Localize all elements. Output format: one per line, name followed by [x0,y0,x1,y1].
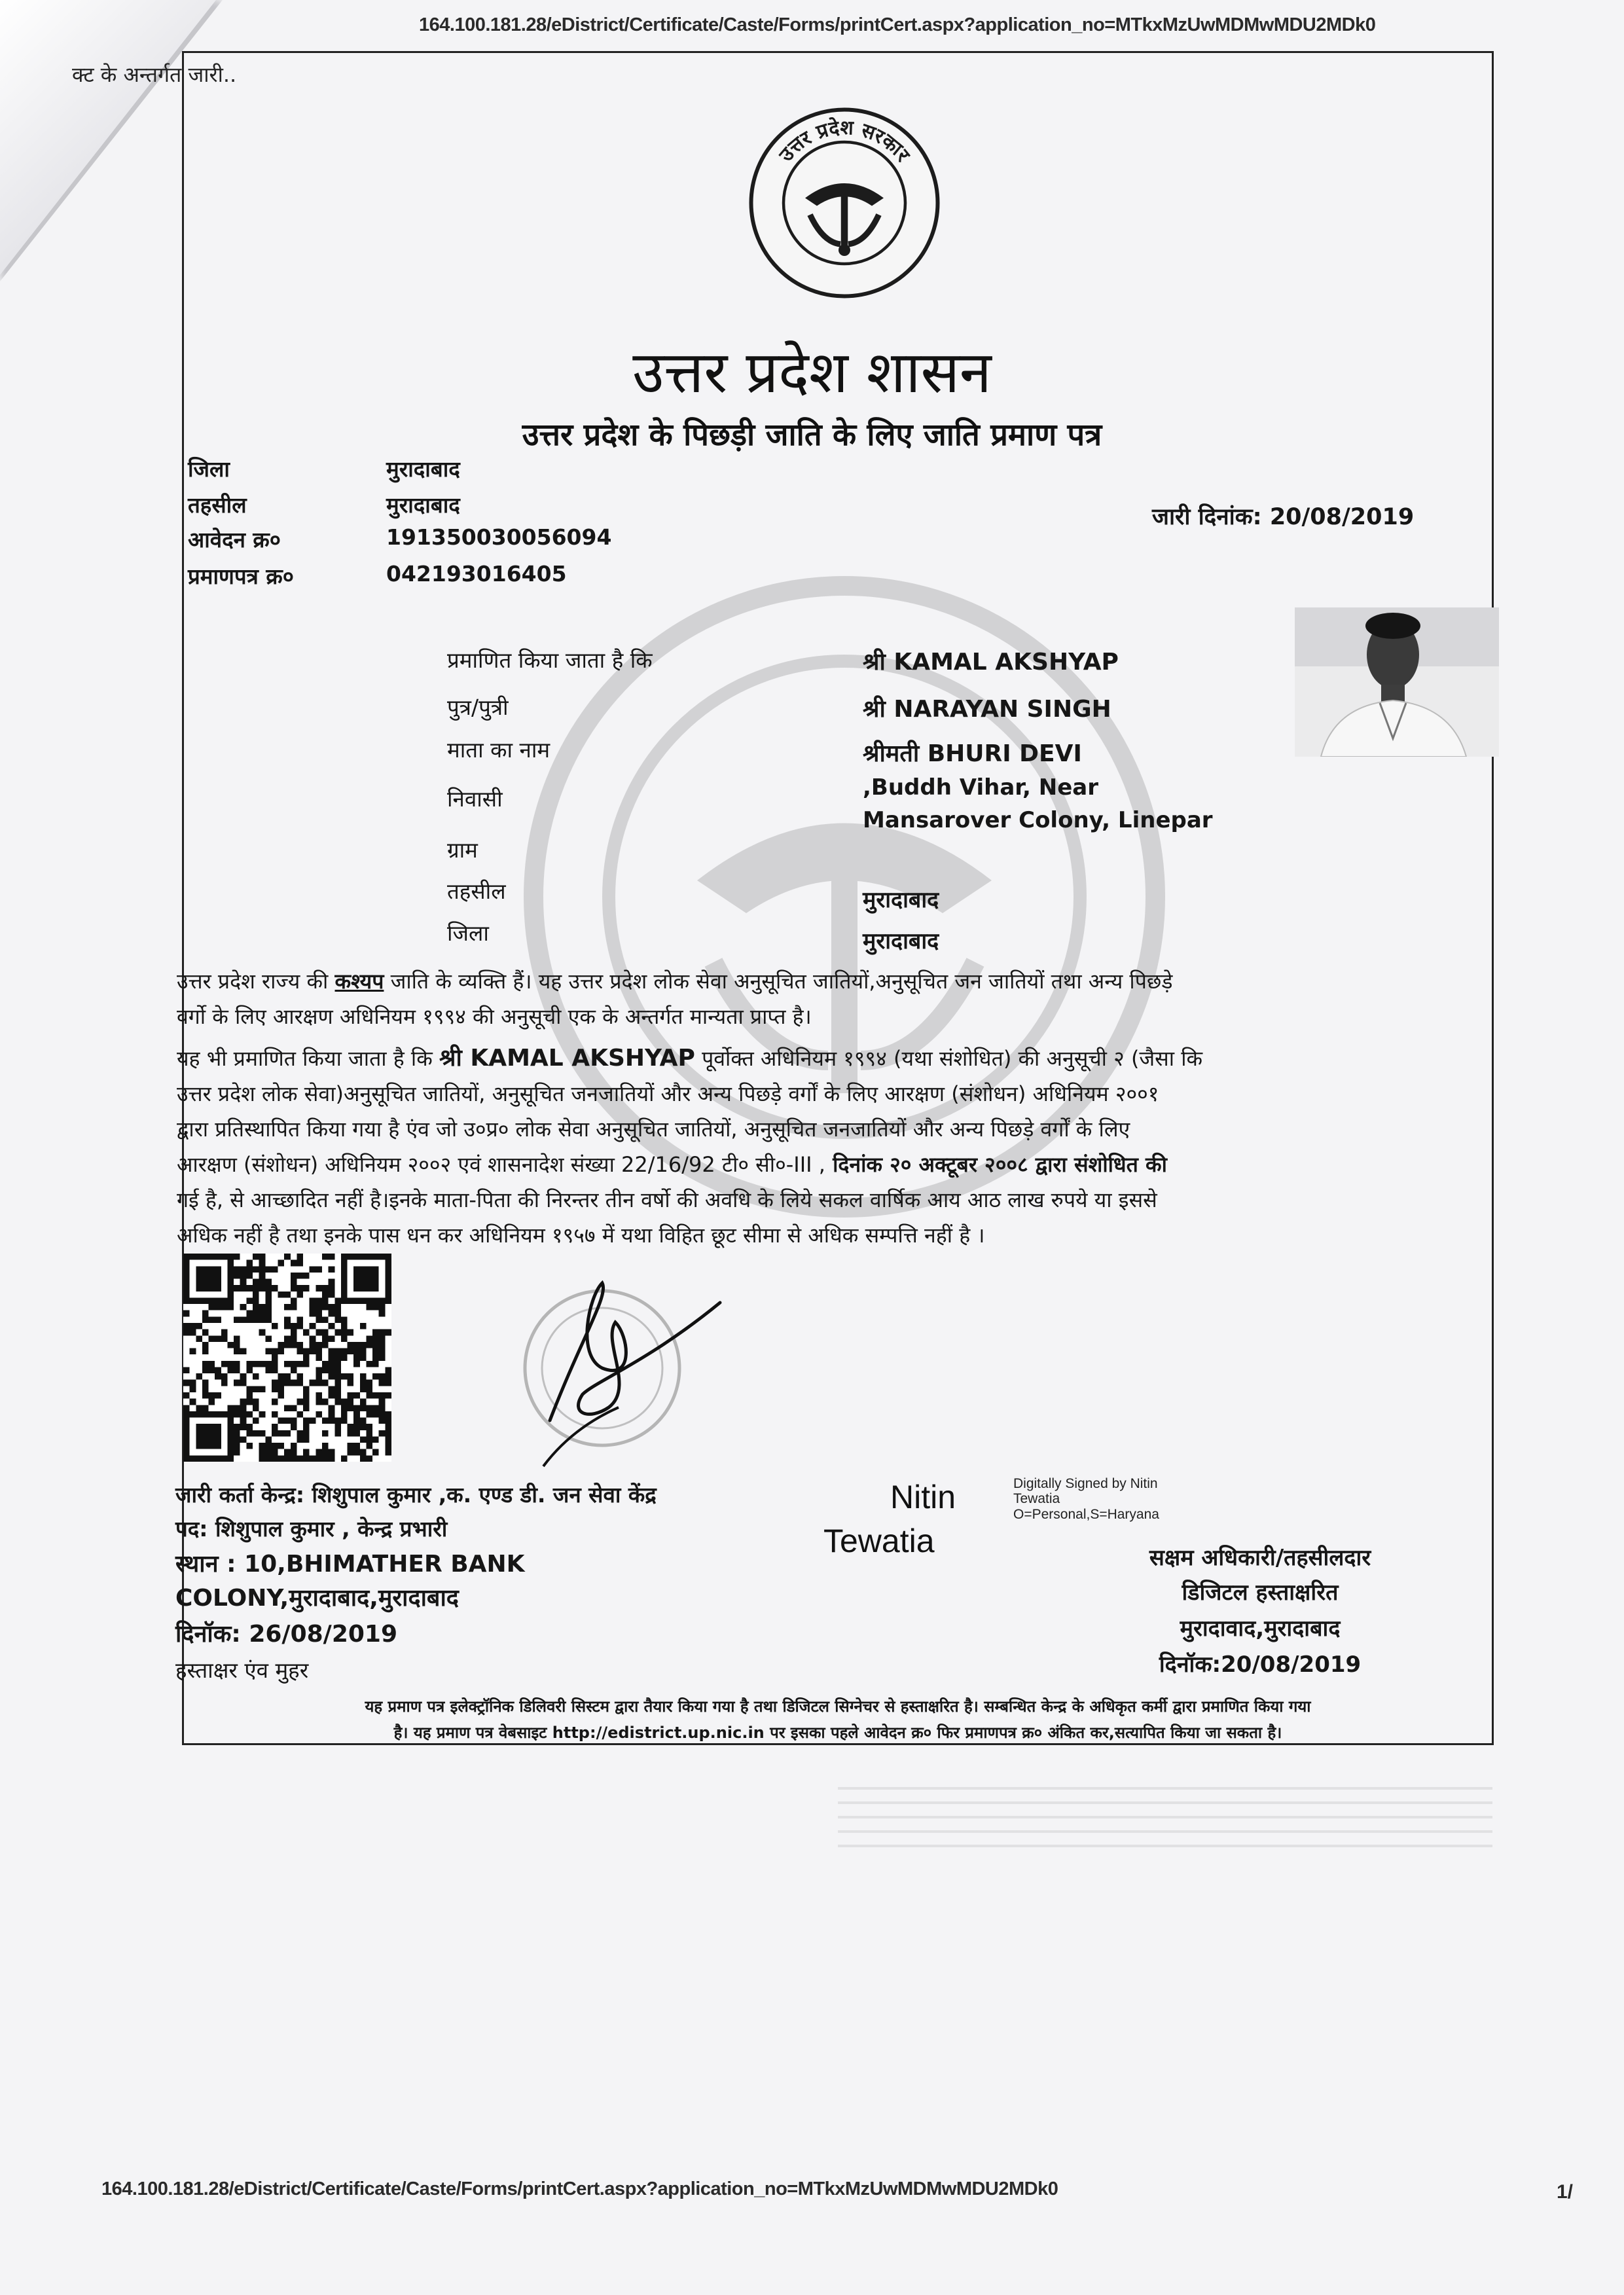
digital-signature-note [1013,1476,1158,1506]
para2-line-4-bold: दिनांक २० अक्टूबर २००८ द्वारा संशोधित की [825,1152,1167,1177]
issuer-place-line-1: स्थान : 10,BHIMATHER BANK [175,1551,525,1578]
issuer-place-line-2: COLONY,मुरादाबाद,मुरादाबाद [175,1585,459,1612]
certificate-no-label: प्रमाणपत्र क्र० [188,564,294,589]
person-district-value: मुरादाबाद [863,928,939,954]
authority-date: दिनॉक:20/08/2019 [1159,1652,1362,1678]
authority-designation: सक्षम अधिकारी/तहसीलदार [1149,1545,1371,1571]
applicant-name: श्री KAMAL AKSHYAP [863,649,1119,676]
certificate-title: उत्तर प्रदेश शासन [632,338,992,406]
sign-and-seal-label: हस्ताक्षर एंव मुहर [175,1657,309,1683]
footnote-line-1: यह प्रमाण पत्र इलेक्ट्रॉनिक डिलिवरी सिस्टम द्वारा तैयार किया गया है तथा डिजिटल सिग्नेचर से हस्ताक्षरित है। सम्बन्धित केन्द्र के अधिकृत कर्मी द्वारा प्रमाणित किया गया [365,1697,1311,1716]
caste-prefix: उत्तर प्रदेश राज्य की [177,969,335,994]
mother-name: श्रीमती BHURI DEVI [863,740,1082,767]
footnote-line-2: है। यह प्रमाण पत्र वेबसाइट http://edistrict.up.nic.in पर इसका पहले आवेदन क्र० फिर प्रमाणपत्र क्र० अंकित कर,सत्यापित किया जा सकता है। [393,1724,1282,1742]
father-name: श्री NARAYAN SINGH [863,696,1111,723]
creamy-layer-paragraph [177,1041,1473,1253]
show-through-text [838,1780,1492,1859]
person-photo-icon [1295,607,1499,757]
para2-prefix: यह भी प्रमाणित किया जाता है कि [177,1046,439,1071]
caste-paragraph [177,964,1473,1034]
tehsil-value: मुरादाबाद [386,492,460,518]
digital-signer-first-name: Nitin [890,1479,956,1515]
authority-location: मुरादावाद,मुरादाबाद [1180,1616,1341,1642]
resident-label: निवासी [447,786,503,812]
digital-signature-note-line-2: Tewatia [1013,1491,1060,1506]
print-url-bottom: 164.100.181.28/eDistrict/Certificate/Caste/Forms/printCert.aspx?application_no=MTkxMzUwMDMwMDU2MDk0 [101,2178,1058,2199]
person-tehsil-label: तहसील [447,878,506,904]
issue-date [1152,501,1414,532]
svg-text:उत्तर प्रदेश सरकार: उत्तर प्रदेश सरकार [774,116,914,166]
para2-line-1 [177,1041,1473,1076]
seal-stamp-with-signature [504,1257,779,1492]
digital-signature-note-line-1: Digitally Signed by Nitin [1013,1476,1158,1491]
issue-date-value: 20/08/2019 [1269,504,1415,530]
page-number: 1/ [1557,2181,1574,2203]
caste-name: कश्यप [334,969,384,994]
qr-code [183,1254,391,1462]
para2-line-5: गई है, से आच्छादित नहीं है।इनके माता-पिता की निरन्तर तीन वर्षो की अवधि के लिये सकल वार्षिक आय आठ लाख रुपये या इससे [177,1187,1157,1212]
caste-paragraph-line-1 [177,964,1473,999]
application-number: 191350030056094 [386,524,612,550]
para2-line-2: उत्तर प्रदेश लोक सेवा)अनुसूचित जातियों, अनुसूचित जनजातियों और अन्य पिछड़े वर्गों के लिए आरक्षण (संशोधन) अधिनियम २००१ [177,1081,1159,1106]
child-of-label: पुत्र/पुत्री [447,695,509,720]
person-tehsil-value: मुरादाबाद [863,887,939,913]
person-district-label: जिला [447,920,489,946]
header-partial-text: क्ट के अन्तर्गत जारी.. [72,62,237,87]
certificate-number: 042193016405 [386,561,567,587]
issue-date-label: जारी दिनांक: [1152,504,1262,530]
caste-paragraph-line-2: वर्गो के लिए आरक्षण अधिनियम १९९४ की अनुसूची एक के अन्तर्गत मान्यता प्राप्त है। [177,1004,812,1029]
para2-line-3: द्वारा प्रतिस्थापित किया गया है एंव जो उ०प्र० लोक सेवा अनुसूचित जातियों, अनुसूचित जनजातियों और अन्य पिछड़े वर्गों के लिए [177,1117,1130,1142]
para2-line-4 [177,1147,1473,1182]
application-label: आवेदन क्र० [188,527,281,552]
issuer-date: दिनॉक: 26/08/2019 [175,1621,398,1648]
district-label: जिला [188,456,230,482]
mother-label: माता का नाम [447,737,550,763]
tehsil-label: तहसील [188,492,247,518]
applicant-photo [1295,607,1499,757]
address-line-2: Mansarover Colony, Linepar [863,807,1213,833]
digital-signer-last-name: Tewatia [823,1523,935,1559]
certificate-subtitle: उत्तर प्रदेश के पिछड़ी जाति के लिए जाति प्रमाण पत्र [522,417,1102,453]
certified-label: प्रमाणित किया जाता है कि [447,647,653,673]
para2-line-1-rest: पूर्वोक्त अधिनियम १९९४ (यथा संशोधित) की अनुसूची २ (जैसा कि [695,1046,1203,1071]
authority-digitally-signed: डिजिटल हस्ताक्षरित [1182,1580,1339,1606]
digital-signature-org: O=Personal,S=Haryana [1013,1507,1159,1522]
para2-applicant-name: श्री KAMAL AKSHYAP [439,1045,695,1072]
issuing-center: जारी कर्ता केन्द्र: शिशुपाल कुमार ,क. एण्ड डी. जन सेवा केंद्र [175,1482,657,1508]
para2-line-4-prefix: आरक्षण (संशोधन) अधिनियम २००२ एवं शासनादेश संख्या 22/16/92 टी० सी०-III , [177,1152,825,1177]
issuer-post: पद: शिशुपाल कुमार , केन्द्र प्रभारी [175,1516,448,1542]
print-url-top: 164.100.181.28/eDistrict/Certificate/Caste/Forms/printCert.aspx?application_no=MTkxMzUwMDMwMDU2MDk0 [419,14,1376,35]
district-value: मुरादाबाद [386,456,460,482]
para2-line-6: अधिक नहीं है तथा इनके पास धन कर अधिनियम १९५७ में यथा विहित छूट सीमा से अधिक सम्पत्ति नहीं है । [177,1223,985,1248]
caste-line-1-rest: जाति के व्यक्ति हैं। यह उत्तर प्रदेश लोक सेवा अनुसूचित जातियों,अनुसूचित जन जातियों तथा अन्य पिछड़े [384,969,1173,994]
up-government-emblem [746,105,943,301]
address-line-1: ,Buddh Vihar, Near [863,774,1099,801]
village-label: ग्राम [447,837,478,863]
